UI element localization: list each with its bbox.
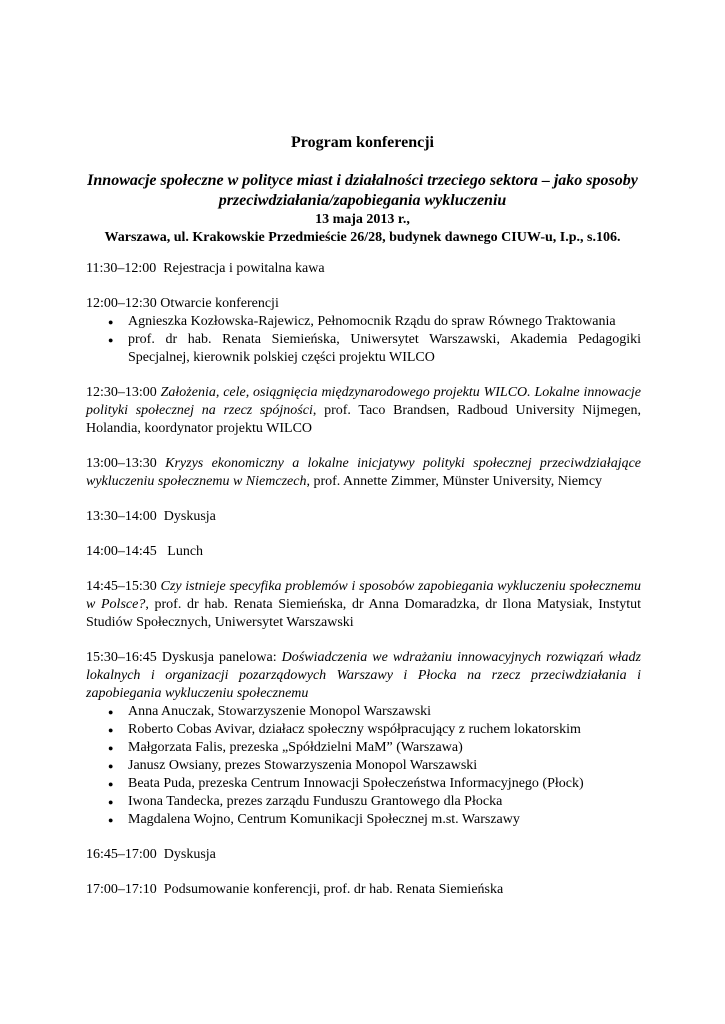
list-item: ● prof. dr hab. Renata Siemieńska, Uniwersytet Warszawski, Akademia Pedagogiki Specjalnej, kierownik polskiej części projektu WILCO bbox=[128, 331, 641, 367]
entry-speaker: , prof. dr hab. Renata Siemieńska, dr Anna Domaradzka, dr Ilona Matysiak, Instytut Studiów Społecznych, Uniwersytet Warszawski bbox=[86, 597, 642, 630]
entry-text: Otwarcie konferencji bbox=[160, 296, 279, 311]
entry-time: 14:00–14:45 bbox=[86, 544, 157, 559]
schedule-entry-discussion-2 bbox=[86, 846, 641, 864]
panelist-list bbox=[86, 703, 641, 829]
schedule-entry-germany bbox=[86, 455, 641, 491]
entry-time: 14:45–15:30 bbox=[86, 579, 157, 594]
program-schedule bbox=[86, 260, 641, 916]
entry-time: 13:30–14:00 bbox=[86, 509, 157, 524]
entry-time: 17:00–17:10 bbox=[86, 882, 157, 897]
list-item: ● Beata Puda, prezeska Centrum Innowacji Społeczeństwa Informacyjnego (Płock) bbox=[128, 775, 641, 793]
entry-topic: Kryzys ekonomiczny a lokalne inicjatywy polityki społecznej przeciwdziałające wykluczeniu społecznemu w Niemczech bbox=[86, 456, 642, 489]
entry-speaker: , prof. Taco Brandsen, Radboud University Nijmegen, Holandia, koordynator projektu WILCO bbox=[86, 403, 642, 436]
entry-text: Lunch bbox=[167, 544, 204, 559]
entry-text: Dyskusja bbox=[163, 509, 216, 524]
speaker-list bbox=[86, 313, 641, 367]
entry-time: 13:00–13:30 bbox=[86, 456, 157, 471]
entry-text: Podsumowanie konferencji, prof. dr hab. Renata Siemieńska bbox=[163, 882, 504, 897]
entry-time: 11:30–12:00 bbox=[86, 261, 157, 276]
schedule-entry-lunch bbox=[86, 543, 641, 561]
schedule-entry-panel bbox=[86, 649, 641, 829]
schedule-entry-opening bbox=[86, 295, 641, 367]
list-item: ● Małgorzata Falis, prezeska „Spółdzielni MaM” (Warszawa) bbox=[128, 739, 641, 757]
page-title: Program konferencji bbox=[291, 134, 434, 151]
schedule-entry-summary bbox=[86, 881, 641, 899]
list-item: ● Janusz Owsiany, prezes Stowarzyszenia Monopol Warszawski bbox=[128, 757, 641, 775]
list-item: ● Iwona Tandecka, prezes zarządu Funduszu Grantowego dla Płocka bbox=[128, 793, 641, 811]
list-item: ● Magdalena Wojno, Centrum Komunikacji Społecznej m.st. Warszawy bbox=[128, 811, 641, 829]
entry-text: Dyskusja panelowa: bbox=[161, 650, 277, 665]
list-item: ● Agnieszka Kozłowska-Rajewicz, Pełnomocnik Rządu do spraw Równego Traktowania bbox=[128, 313, 641, 331]
entry-text: Rejestracja i powitalna kawa bbox=[163, 261, 325, 276]
schedule-entry-discussion-1 bbox=[86, 508, 641, 526]
entry-topic: Czy istnieje specyfika problemów i sposobów zapobiegania wykluczeniu społecznemu w Polsce? bbox=[86, 579, 641, 612]
entry-time: 12:30–13:00 bbox=[86, 385, 157, 400]
entry-topic: Doświadczenia we wdrażaniu innowacyjnych rozwiązań władz lokalnych i organizacji pozarządowych Warszawy i Płocka na rzecz przeciwdziałania i zapobiegania wykluczeniu społecznemu bbox=[86, 650, 641, 701]
schedule-entry-poland bbox=[86, 578, 641, 632]
entry-speaker: , prof. Annette Zimmer, Münster University, Niemcy bbox=[306, 474, 603, 489]
conference-date: 13 maja 2013 r., bbox=[315, 212, 410, 227]
entry-time: 16:45–17:00 bbox=[86, 847, 157, 862]
conference-subtitle: Innowacje społeczne w polityce miast i działalności trzeciego sektora – jako sposoby przeciwdziałania/zapobiegania wykluczeniu bbox=[87, 172, 638, 209]
list-item: ● Anna Anuczak, Stowarzyszenie Monopol Warszawski bbox=[128, 703, 641, 721]
entry-time: 15:30–16:45 bbox=[86, 650, 157, 665]
entry-text: Dyskusja bbox=[163, 847, 216, 862]
schedule-entry-registration bbox=[86, 260, 641, 278]
conference-venue: Warszawa, ul. Krakowskie Przedmieście 26/28, budynek dawnego CIUW-u, I.p., s.106. bbox=[104, 230, 621, 245]
list-item: ● Roberto Cobas Avivar, działacz społeczny współpracujący z ruchem lokatorskim bbox=[128, 721, 641, 739]
schedule-entry-wilco bbox=[86, 384, 641, 438]
entry-time: 12:00–12:30 bbox=[86, 296, 157, 311]
entry-topic: Założenia, cele, osiągnięcia międzynarodowego projektu WILCO. Lokalne innowacje polityki społecznej na rzecz spójności bbox=[86, 385, 641, 418]
